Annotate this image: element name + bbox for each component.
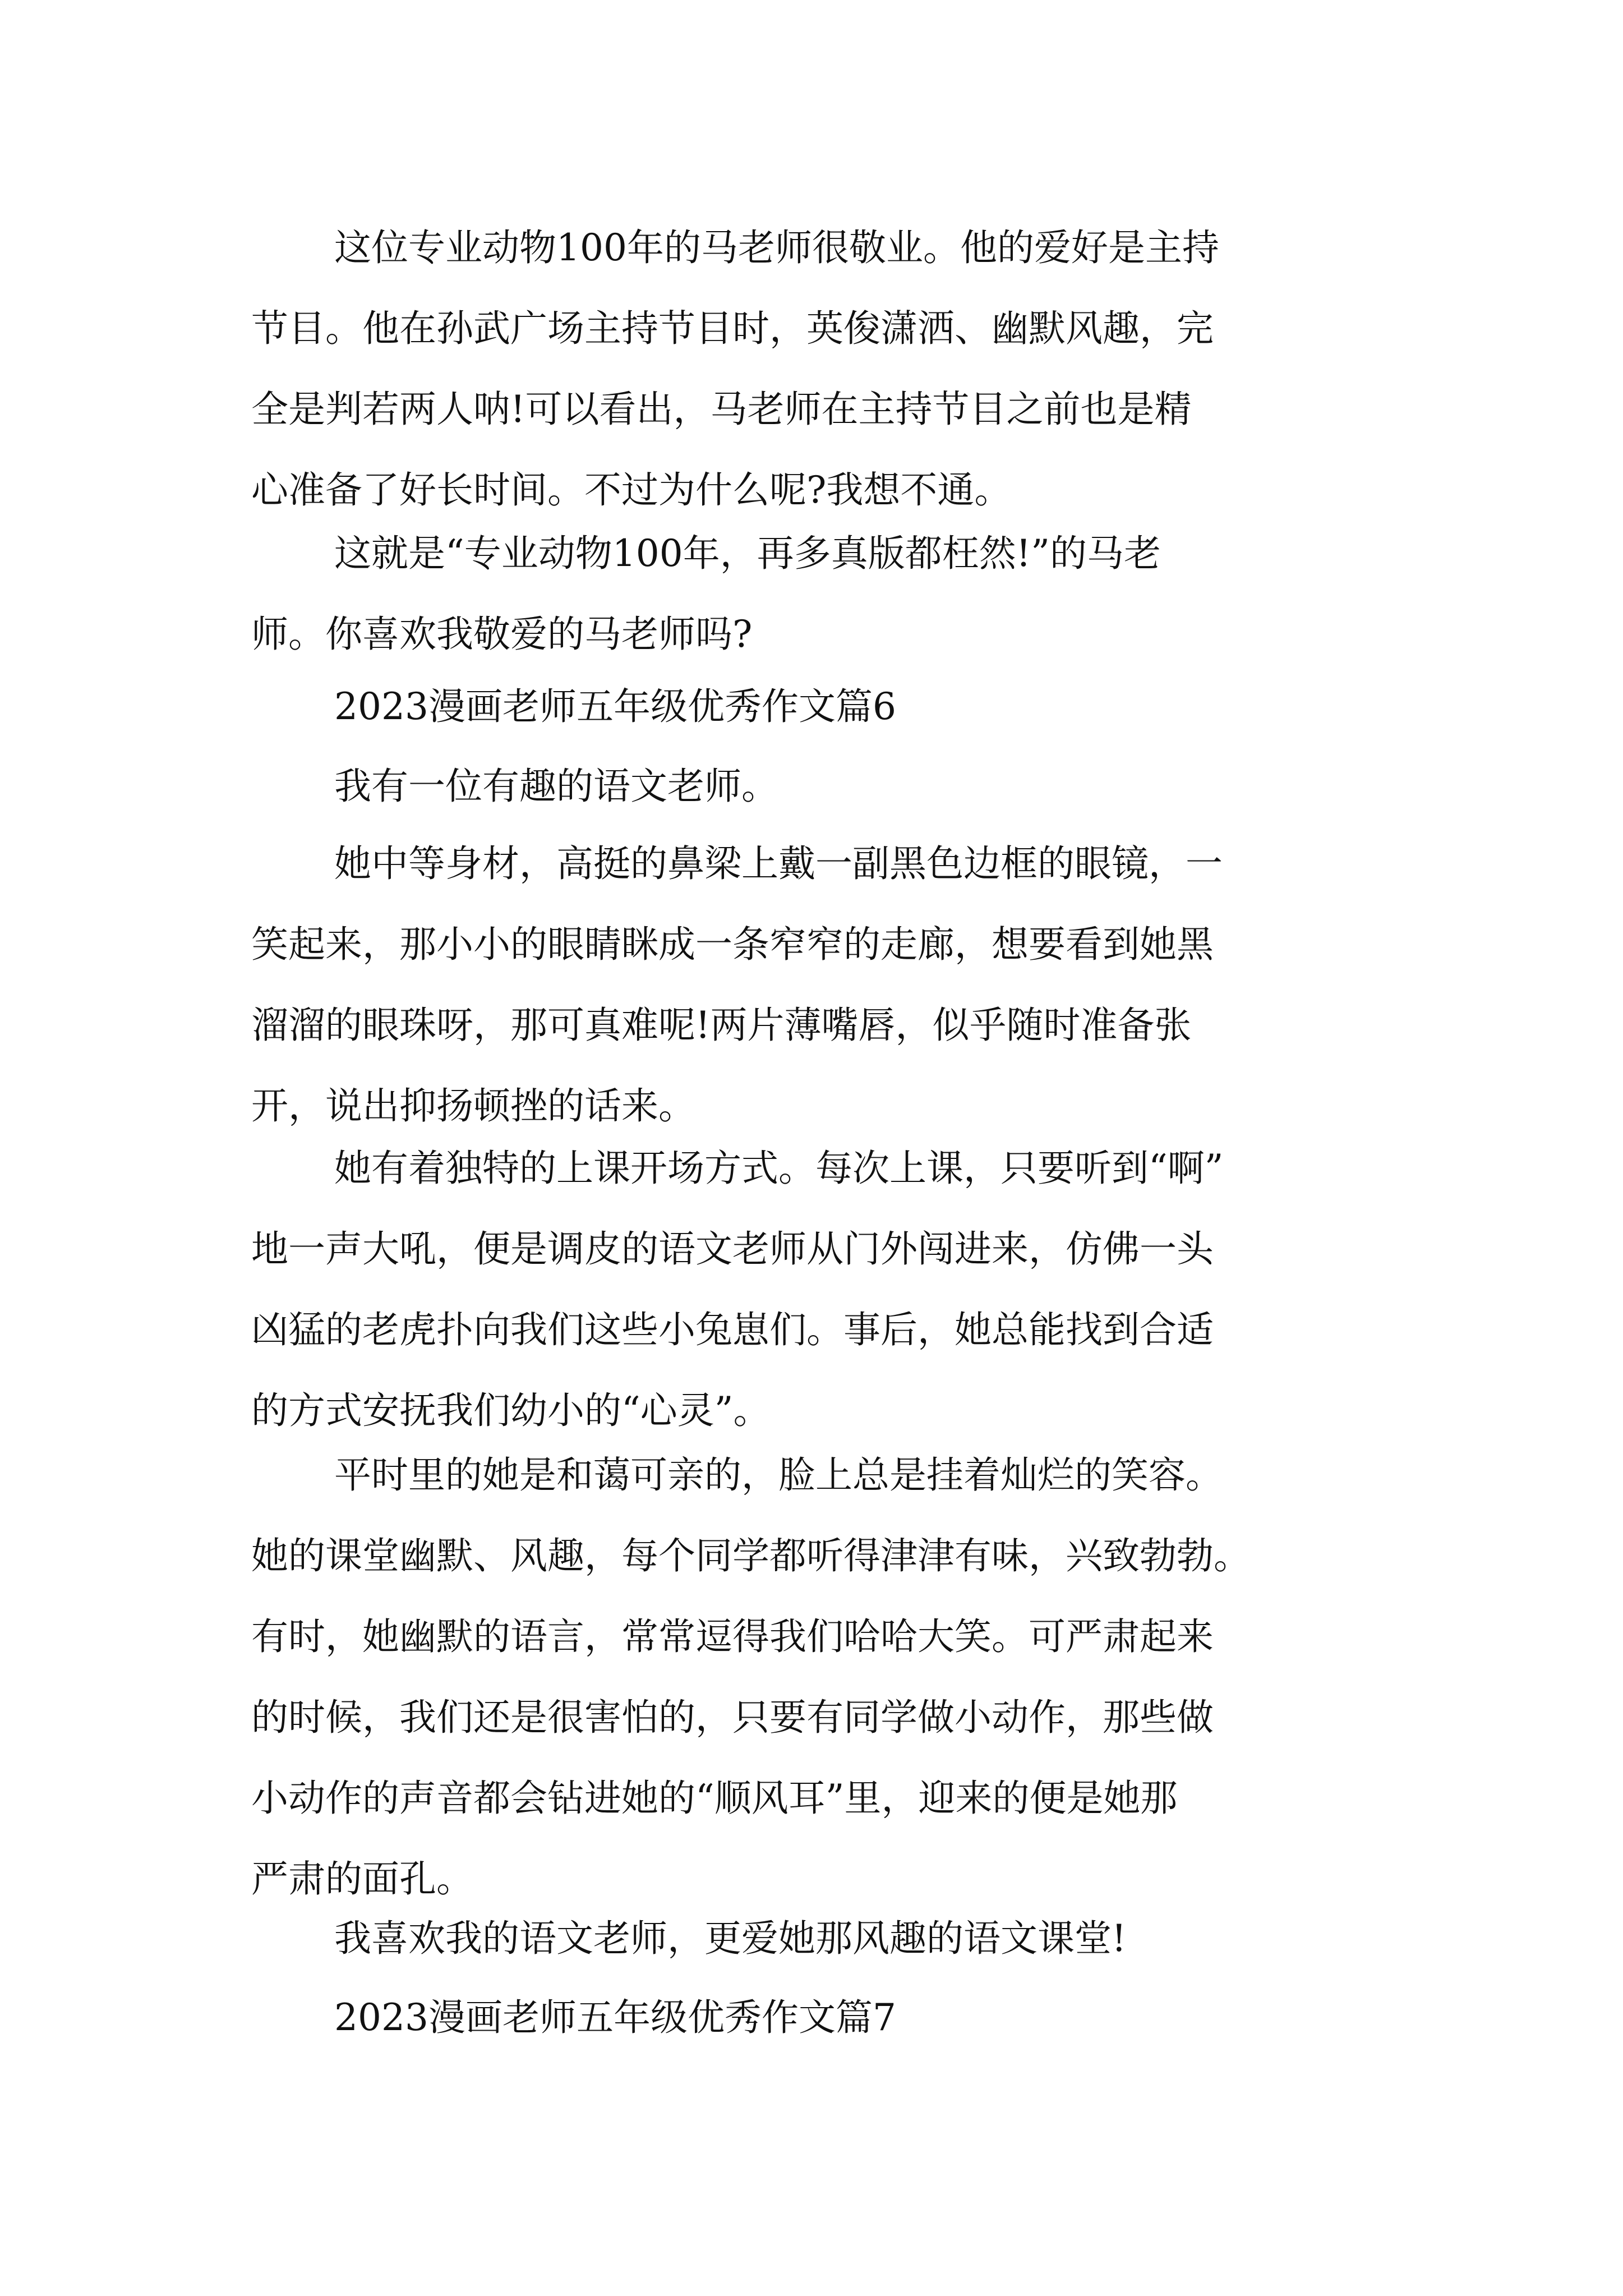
paragraph-intro-chinese-teacher bbox=[251, 746, 1390, 827]
paragraph-daily-manner bbox=[251, 1435, 1390, 1920]
text-line: 有时，她幽默的语言，常常逗得我们哈哈大笑。可严肃起来 bbox=[251, 1615, 1214, 1658]
essay-heading-7 bbox=[251, 1977, 1390, 2058]
essay-title: 2023漫画老师五年级优秀作文篇6 bbox=[334, 685, 896, 728]
text-line: 我有一位有趣的语文老师。 bbox=[334, 765, 778, 808]
text-line: 她有着独特的上课开场方式。每次上课，只要听到“啊” bbox=[334, 1147, 1224, 1190]
text-line: 溜溜的眼珠呀，那可真难呢!两片薄嘴唇，似乎随时准备张 bbox=[251, 1004, 1192, 1047]
text-line: 节目。他在孙武广场主持节目时，英俊潇洒、幽默风趣，完 bbox=[251, 307, 1214, 350]
text-line: 的时候，我们还是很害怕的，只要有同学做小动作，那些做 bbox=[251, 1696, 1214, 1739]
text-line: 笑起来，那小小的眼睛眯成一条窄窄的走廊，想要看到她黑 bbox=[251, 923, 1214, 966]
text-line: 全是判若两人呐!可以看出，马老师在主持节目之前也是精 bbox=[251, 388, 1192, 431]
paragraph-ma-teacher-conclusion bbox=[251, 513, 1390, 675]
text-line: 心准备了好长时间。不过为什么呢?我想不通。 bbox=[251, 468, 1012, 512]
text-line: 小动作的声音都会钻进她的“顺风耳”里，迎来的便是她那 bbox=[251, 1777, 1178, 1820]
text-line: 开，说出抑扬顿挫的话来。 bbox=[251, 1084, 695, 1128]
paragraph-ma-teacher-hobby bbox=[251, 208, 1390, 531]
paragraph-class-opening bbox=[251, 1128, 1390, 1451]
text-line: 她中等身材，高挺的鼻梁上戴一副黑色边框的眼镜，一 bbox=[334, 842, 1223, 885]
text-line: 她的课堂幽默、风趣，每个同学都听得津津有味，兴致勃勃。 bbox=[251, 1534, 1251, 1577]
text-line: 平时里的她是和蔼可亲的，脸上总是挂着灿烂的笑容。 bbox=[334, 1453, 1223, 1497]
essay-heading-6 bbox=[251, 666, 1390, 747]
text-line: 我喜欢我的语文老师，更爱她那风趣的语文课堂! bbox=[334, 1917, 1127, 1960]
text-line: 这位专业动物100年的马老师很敬业。他的爱好是主持 bbox=[334, 226, 1219, 269]
essay-title: 2023漫画老师五年级优秀作文篇7 bbox=[334, 1996, 896, 2039]
text-line: 的方式安抚我们幼小的“心灵”。 bbox=[251, 1389, 771, 1432]
text-line: 严肃的面孔。 bbox=[251, 1857, 473, 1901]
text-line: 这就是“专业动物100年，再多真版都枉然!”的马老 bbox=[334, 532, 1161, 575]
text-line: 师。你喜欢我敬爱的马老师吗? bbox=[251, 613, 753, 656]
paragraph-appearance bbox=[251, 823, 1390, 1147]
text-line: 凶猛的老虎扑向我们这些小兔崽们。事后，她总能找到合适 bbox=[251, 1308, 1214, 1351]
paragraph-closing bbox=[251, 1898, 1390, 1979]
text-line: 地一声大吼，便是调皮的语文老师从门外闯进来，仿佛一头 bbox=[251, 1227, 1214, 1271]
